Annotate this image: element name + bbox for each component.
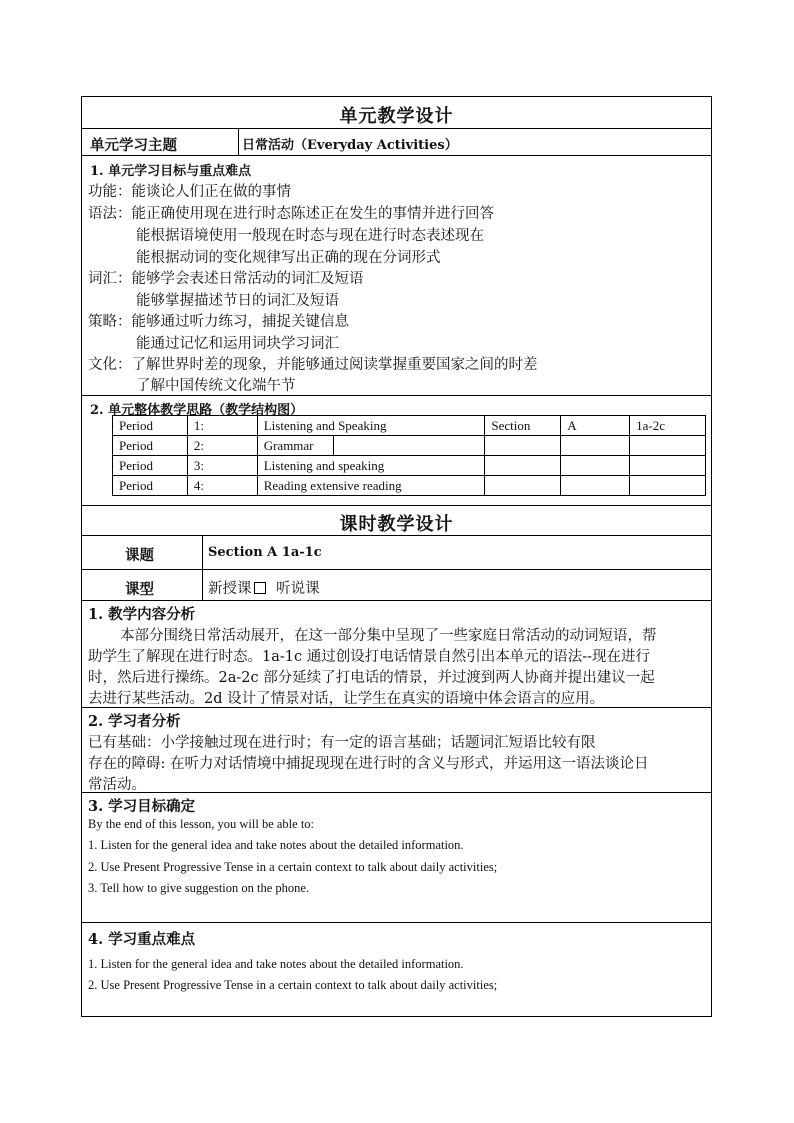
objective-line: 语法：能正确使用现在进行时态陈述正在发生的事情并进行回答	[88, 206, 494, 222]
paragraph-line: 已有基础：小学接触过现在进行时；有一定的语言基础；话题词汇短语比较有限	[88, 735, 596, 751]
period-table	[112, 415, 706, 496]
theme-value: 日常活动（Everyday Activities）	[242, 138, 458, 153]
objective-line: 能够掌握描述节日的词汇及短语	[136, 293, 339, 309]
objective-line: 能根据动词的变化规律写出正确的现在分词形式	[136, 250, 441, 266]
objective-line: 文化：了解世界时差的现象，并能够通过阅读掌握重要国家之间的时差	[88, 357, 538, 373]
table-cell: Listening and speaking	[257, 456, 485, 476]
grammar-label: Grammar	[263, 437, 314, 453]
theme-label: 单元学习主题	[90, 137, 177, 154]
unit-structure-section	[82, 396, 711, 506]
objective-line: 功能：能谈论人们正在做的事情	[88, 184, 291, 200]
table-cell	[257, 436, 485, 456]
section-heading: 2. 单元整体教学思路（教学结构图）	[90, 403, 304, 418]
table-cell	[630, 476, 706, 496]
keypoint-line: 1. Listen for the general idea and take notes about the detailed information.	[88, 957, 464, 971]
type-option-listening: 听说课	[276, 581, 320, 597]
table-cell	[485, 436, 561, 456]
paragraph-line: 常活动。	[88, 777, 146, 793]
checkbox-icon[interactable]	[254, 582, 266, 594]
table-cell	[630, 436, 706, 456]
table-cell: Reading extensive reading	[257, 476, 485, 496]
divider	[202, 536, 203, 569]
keypoint-line: 2. Use Present Progressive Tense in a certain context to talk about daily activities;	[88, 978, 498, 992]
section-heading: 3. 学习目标确定	[88, 798, 196, 815]
paragraph-line: 存在的障碍: 在听力对话情境中捕捉现现在进行时的含义与形式，并运用这一语法谈论日	[88, 756, 649, 772]
table-cell: 3:	[187, 456, 257, 476]
table-cell	[485, 456, 561, 476]
lesson-plan-document	[81, 96, 712, 1017]
paragraph-line: 本部分围绕日常活动展开，在这一部分集中呈现了一些家庭日常活动的动词短语，帮	[120, 628, 657, 644]
paragraph-line: 时，然后进行操练。2a-2c 部分延续了打电话的情景，并过渡到两人协商并提出建议一起	[88, 670, 655, 686]
type-option-new: 新授课	[208, 581, 252, 597]
type-label: 课型	[125, 581, 154, 598]
section-heading: 4. 学习重点难点	[88, 931, 196, 948]
objective-line: 策略：能够通过听力练习，捕捉关键信息	[88, 314, 349, 330]
objective-line: 能根据语境使用一般现在时态与现在进行时态表述现在	[136, 228, 484, 244]
section-heading: 1. 教学内容分析	[88, 606, 196, 623]
table-cell: Period	[113, 476, 188, 496]
section-heading: 2. 学习者分析	[88, 713, 181, 730]
table-cell: 1a-2c	[630, 416, 706, 436]
divider	[333, 436, 334, 455]
table-cell: Listening and Speaking	[257, 416, 485, 436]
paragraph-line: 助学生了解现在进行时态。1a-1c 通过创设打电话情景自然引出本单元的语法--现在进行	[88, 649, 651, 665]
topic-label: 课题	[125, 547, 154, 564]
lesson-title-row	[82, 506, 711, 536]
table-cell: Period	[113, 416, 188, 436]
table-cell: 4:	[187, 476, 257, 496]
table-row	[113, 456, 706, 476]
topic-value: Section A 1a-1c	[208, 545, 322, 560]
table-cell	[630, 456, 706, 476]
table-cell	[485, 476, 561, 496]
section-heading: 1. 单元学习目标与重点难点	[90, 164, 252, 179]
unit-title: 单元教学设计	[339, 106, 454, 127]
table-cell: Period	[113, 456, 188, 476]
table-cell: Period	[113, 436, 188, 456]
table-cell	[561, 456, 630, 476]
objective-line: 词汇：能够学会表述日常活动的词汇及短语	[88, 271, 364, 287]
topic-row	[82, 536, 711, 570]
objective-line: 3. Tell how to give suggestion on the phone.	[88, 881, 310, 895]
type-value	[208, 577, 320, 598]
lesson-title: 课时教学设计	[339, 514, 454, 535]
type-row	[82, 570, 711, 601]
table-cell: Section	[485, 416, 561, 436]
divider	[202, 570, 203, 600]
table-row	[113, 476, 706, 496]
learner-analysis-section	[82, 708, 711, 793]
theme-row	[82, 129, 711, 156]
table-cell: 1:	[187, 416, 257, 436]
table-row	[113, 416, 706, 436]
unit-objectives-section	[82, 156, 711, 396]
content-analysis-section	[82, 601, 711, 708]
table-cell	[561, 476, 630, 496]
table-row	[113, 436, 706, 456]
objective-line: By the end of this lesson, you will be able to:	[88, 817, 315, 831]
table-cell: A	[561, 416, 630, 436]
learning-objectives-section	[82, 793, 711, 923]
unit-title-row	[82, 97, 711, 129]
paragraph-line: 去进行某些活动。2d 设计了情景对话，让学生在真实的语境中体会语言的应用。	[88, 691, 605, 707]
objective-line: 1. Listen for the general idea and take notes about the detailed information.	[88, 838, 464, 852]
objective-line: 能通过记忆和运用词块学习词汇	[136, 336, 339, 352]
table-cell: 2:	[187, 436, 257, 456]
divider	[238, 129, 239, 155]
objective-line: 2. Use Present Progressive Tense in a certain context to talk about daily activities;	[88, 860, 498, 874]
table-cell	[561, 436, 630, 456]
key-points-section	[82, 923, 711, 1017]
objective-line: 了解中国传统文化端午节	[136, 378, 296, 394]
